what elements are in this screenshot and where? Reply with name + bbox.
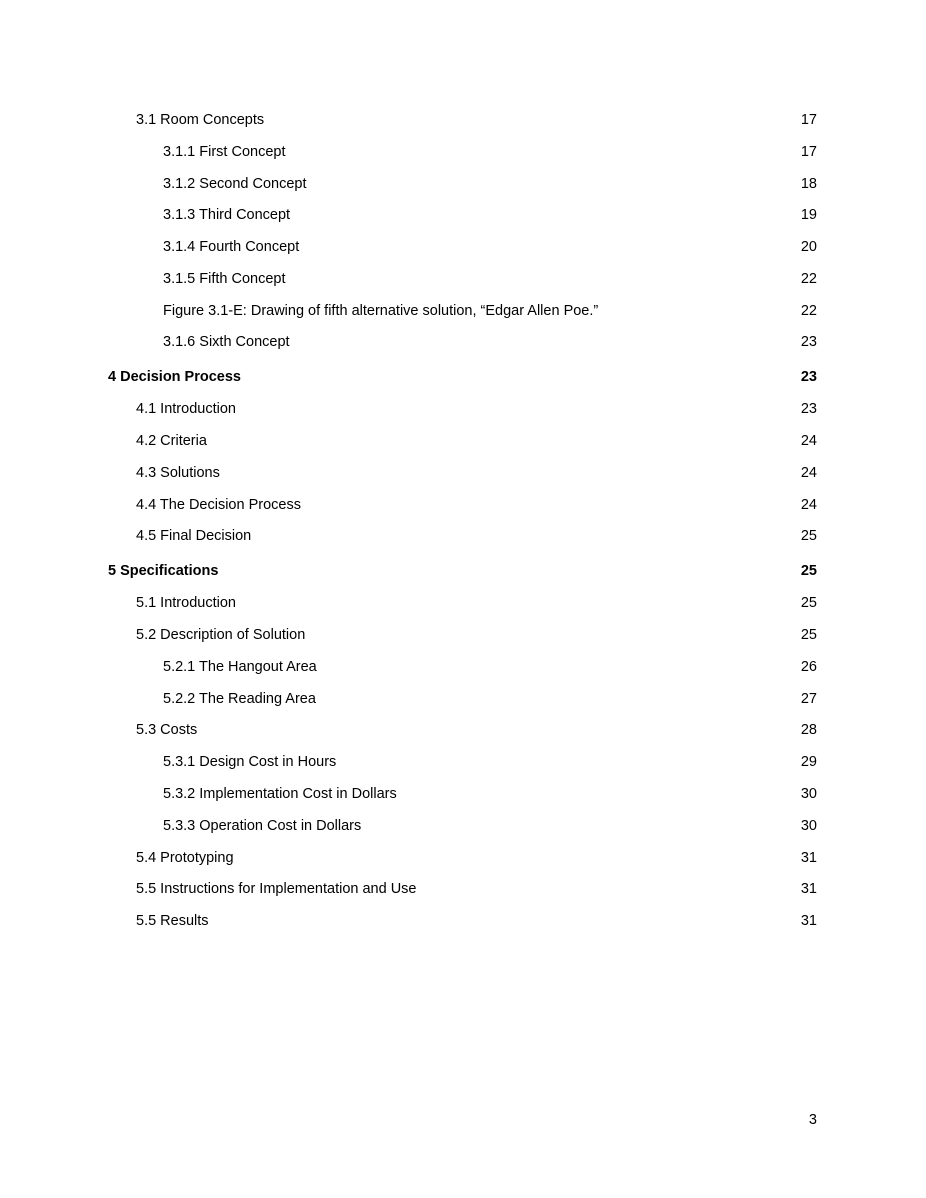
toc-entry-page: 31 <box>800 913 817 929</box>
toc-entry-page: 27 <box>800 691 817 707</box>
toc-entry-page: 23 <box>800 401 817 417</box>
toc-entry <box>163 689 817 709</box>
toc-entry-page: 17 <box>800 112 817 128</box>
toc-entry-page: 25 <box>800 627 817 643</box>
toc-entry <box>136 911 817 931</box>
toc-entry-page: 31 <box>800 850 817 866</box>
toc-entry-page: 28 <box>800 722 817 738</box>
toc-entry <box>163 174 817 194</box>
toc-entry-title: 5.4 Prototyping <box>136 850 234 866</box>
toc-entry <box>136 431 817 451</box>
toc-entry <box>163 752 817 772</box>
toc-entry-title: 3.1.1 First Concept <box>163 144 286 160</box>
toc-entry-page: 17 <box>800 144 817 160</box>
toc-entry <box>163 237 817 257</box>
toc-entry <box>136 720 817 740</box>
toc-entry-title: 5 Specifications <box>108 563 219 579</box>
toc-entry-title: 5.3.1 Design Cost in Hours <box>163 754 337 770</box>
toc-entry-page: 29 <box>800 754 817 770</box>
toc-entry-title: 5.5 Results <box>136 913 209 929</box>
toc-entry-page: 23 <box>800 369 817 385</box>
toc-entry <box>136 110 817 130</box>
toc-entry-page: 25 <box>800 595 817 611</box>
toc-entry-page: 20 <box>800 239 817 255</box>
toc-entry <box>136 848 817 868</box>
toc-entry <box>136 399 817 419</box>
toc-entry-page: 26 <box>800 659 817 675</box>
toc-entry-title: 3.1.3 Third Concept <box>163 207 291 223</box>
toc-entry-title: 3.1.5 Fifth Concept <box>163 271 286 287</box>
toc-entry-title: 5.1 Introduction <box>136 595 236 611</box>
toc-entry-page: 30 <box>800 818 817 834</box>
toc-entry-title: 4.2 Criteria <box>136 433 207 449</box>
toc-entry-page: 24 <box>800 465 817 481</box>
toc-entry-title: 4 Decision Process <box>108 369 241 385</box>
toc-entry <box>136 495 817 515</box>
toc-entry <box>136 593 817 613</box>
toc-entry <box>136 463 817 483</box>
toc-entry-title: 3.1.2 Second Concept <box>163 176 307 192</box>
toc-entry-title: 4.4 The Decision Process <box>136 497 301 513</box>
toc-entry-title: 4.5 Final Decision <box>136 528 252 544</box>
toc-entry <box>136 526 817 546</box>
toc-entry-title: 5.3.2 Implementation Cost in Dollars <box>163 786 397 802</box>
toc-entry <box>136 625 817 645</box>
toc-entry-title: Figure 3.1-E: Drawing of fifth alternative solution, “Edgar Allen Poe.” <box>163 303 599 319</box>
toc-entry-page: 18 <box>800 176 817 192</box>
toc-entry-page: 31 <box>800 881 817 897</box>
toc-entry-title: 5.2.1 The Hangout Area <box>163 659 317 675</box>
toc-entry-title: 5.3.3 Operation Cost in Dollars <box>163 818 362 834</box>
toc-entry-title: 5.2 Description of Solution <box>136 627 306 643</box>
toc-entry-title: 3.1.6 Sixth Concept <box>163 334 290 350</box>
toc-entry-title: 3.1.4 Fourth Concept <box>163 239 300 255</box>
toc-entry <box>136 879 817 899</box>
toc-entry-title: 5.2.2 The Reading Area <box>163 691 316 707</box>
toc-entry-figure <box>163 301 817 321</box>
toc-chapter-entry <box>108 561 817 581</box>
toc-entry-page: 25 <box>800 528 817 544</box>
toc-chapter-entry <box>108 367 817 387</box>
page-number: 3 <box>808 1112 817 1128</box>
toc-entry <box>163 332 817 352</box>
toc-entry-page: 22 <box>800 303 817 319</box>
toc-entry-title: 5.5 Instructions for Implementation and Use <box>136 881 417 897</box>
toc-entry-page: 25 <box>800 563 817 579</box>
toc-entry-title: 4.1 Introduction <box>136 401 236 417</box>
toc-entry-title: 4.3 Solutions <box>136 465 220 481</box>
toc-entry-title: 3.1 Room Concepts <box>136 112 265 128</box>
toc-entry-page: 24 <box>800 433 817 449</box>
toc-entry <box>163 784 817 804</box>
toc-entry <box>163 142 817 162</box>
toc-entry-page: 23 <box>800 334 817 350</box>
toc-entry-page: 24 <box>800 497 817 513</box>
toc-entry-page: 30 <box>800 786 817 802</box>
toc-entry-title: 5.3 Costs <box>136 722 198 738</box>
toc-entry-page: 22 <box>800 271 817 287</box>
toc-entry <box>163 657 817 677</box>
toc-entry-page: 19 <box>800 207 817 223</box>
toc-entry <box>163 816 817 836</box>
toc-entry <box>163 269 817 289</box>
toc-entry <box>163 205 817 225</box>
